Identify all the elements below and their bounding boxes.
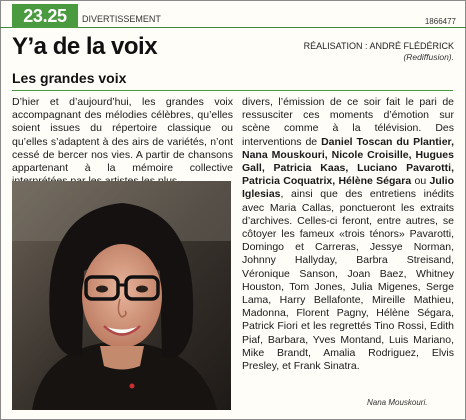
page-title: Y’a de la voix	[12, 33, 158, 60]
article-body-right	[242, 96, 454, 373]
body-joiner-text: ou	[411, 175, 430, 188]
article-body-left: D’hier et d’aujourd’hui, les grandes voix accompagnant des mélodies célèbres, qu’elles soient issues du répertoire classique ou qu’elles s’adaptent à des airs de variétés, n’ont cessé de bercer nos vies. A partir de chansons appartenant à la mémoire collective	[12, 96, 233, 175]
header-bar	[0, 4, 466, 28]
guest-list: Daniel Toscan du Plantier, Nana Mouskouri, Nicole Croisille, Hugues Gall, Patricia Kaas, Luciano Pavarotti, Patricia Coquatrix, Hélène Ségara	[242, 135, 454, 188]
body-rest-text: , ainsi que des entretiens inédits avec Maria Callas, ponctueront les extraits d’archives. Celles-ci feront, entre autres, se côtoyer les fameux «trois ténors» Pavarotti, Domingo et Carreras, Jessye Norman, Johnny Hallyday, Barbra Streisand, Véronique Sanson, Joan Baez, Whitney Houston, Tom Jones, Julia Migenes, Serge Lama, Harry Bellafonte, Mireille Mathieu, Madonna, Florent Pagny, Hélène Ségara, Patrick Fiori et les regrettés Tino Rossi, Edith Piaf, Barbara, Yves Montand, Luis Mariano, Mike Brandt, Amalia Rodriguez, Elvis Presley, et Frank Sinatra.	[242, 188, 454, 373]
rediffusion-note: (Rediffusion).	[403, 52, 454, 62]
category-label: DIVERTISSEMENT	[82, 14, 161, 24]
time-badge: 23.25	[12, 4, 78, 28]
body-intro-text: divers, l’émission de ce soir fait le pari de ressusciter ces moments d’émotion sur scène comme à la télévision. Des interventions de	[242, 96, 454, 148]
photo-caption: Nana Mouskouri.	[367, 398, 428, 407]
programme-code: 1866477	[424, 17, 456, 26]
guest-last: Julio Iglesias	[242, 175, 454, 201]
portrait-photo	[12, 181, 231, 410]
divider	[12, 90, 453, 91]
article-subtitle: Les grandes voix	[12, 70, 127, 86]
realisation-credit: RÉALISATION : ANDRÉ FLÉDÉRICK	[303, 41, 454, 51]
